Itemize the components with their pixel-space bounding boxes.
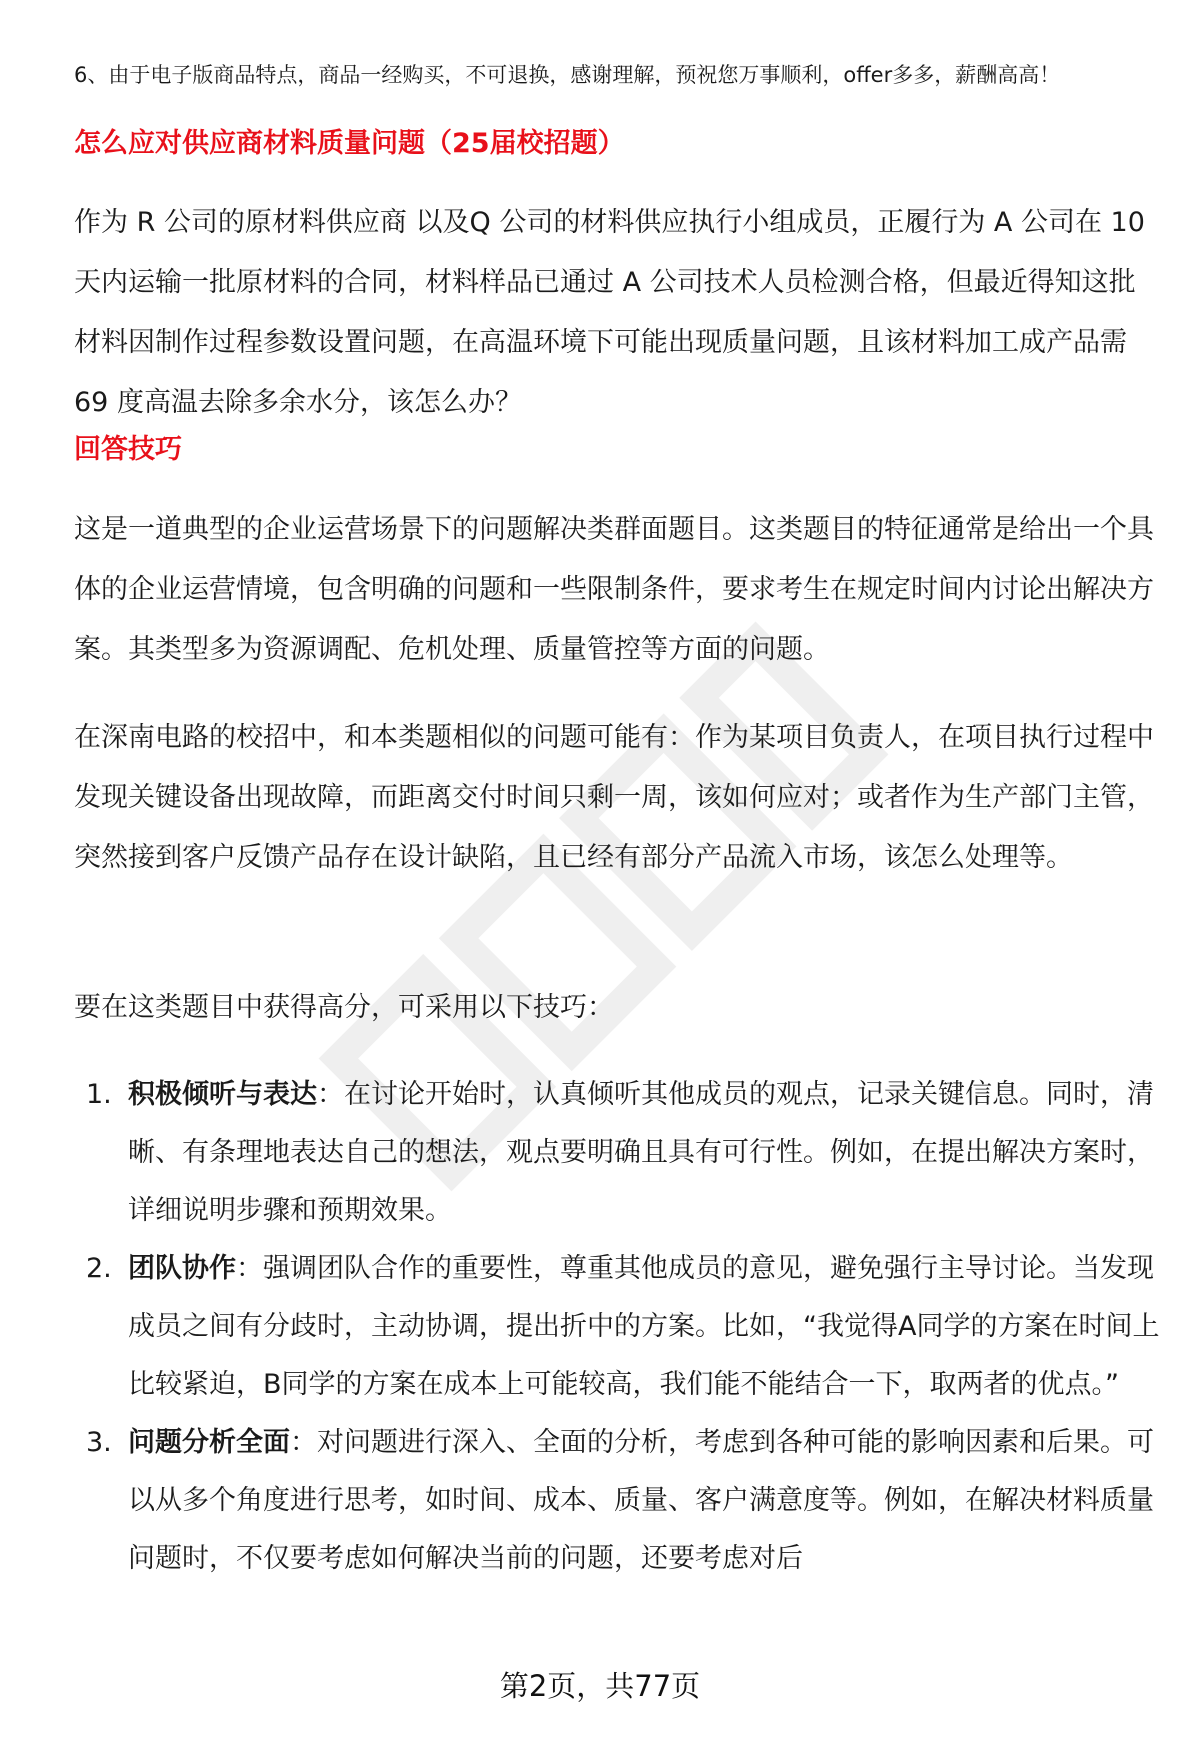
tip-heading: 积极倾听与表达 bbox=[128, 1079, 317, 1110]
tip-number: 3. bbox=[86, 1427, 112, 1458]
tip-text: ：强调团队合作的重要性，尊重其他成员的意见，避免强行主导讨论。当发现成员之间有分歧时，主动协调，提出折中的方案。比如，“我觉得A同学的方案在时间上比较紧迫，B同学的方案在成本上可能较高，我们能不能结合一下，取两者的优点。” bbox=[128, 1253, 1160, 1400]
answer-title: 回答技巧 bbox=[74, 434, 182, 465]
purchase-notice: 6、由于电子版商品特点，商品一经购买，不可退换，感谢理解，预祝您万事顺利，offer多多，薪酬高高！ bbox=[74, 63, 1061, 87]
tip-text: ：在讨论开始时，认真倾听其他成员的观点，记录关键信息。同时，清晰、有条理地表达自己的想法，观点要明确且具有可行性。例如，在提出解决方案时，详细说明步骤和预期效果。 bbox=[128, 1079, 1154, 1226]
answer-paragraph: 这是一道典型的企业运营场景下的问题解决类群面题目。这类题目的特征通常是给出一个具体的企业运营情境，包含明确的问题和一些限制条件，要求考生在规定时间内讨论出解决方案。其类型多为资源调配、危机处理、质量管控等方面的问题。 bbox=[74, 514, 1154, 665]
tips-list bbox=[74, 1066, 1164, 1588]
tip-item bbox=[74, 1066, 1164, 1240]
answer-paragraph: 要在这类题目中获得高分，可采用以下技巧： bbox=[74, 992, 614, 1023]
tip-item bbox=[74, 1414, 1164, 1588]
tip-heading: 团队协作 bbox=[128, 1253, 236, 1284]
question-title: 怎么应对供应商材料质量问题（25届校招题） bbox=[74, 128, 625, 159]
tip-heading: 问题分析全面 bbox=[128, 1427, 290, 1458]
question-body: 作为 R 公司的原材料供应商 以及Q 公司的材料供应执行小组成员，正履行为 A 公司在 10 天内运输一批原材料的合同，材料样品已通过 A 公司技术人员检测合格，但最近得知这批材料因制作过程参数设置问题，在高温环境下可能出现质量问题，且该材料加工成产品需 69 度高温去除多余水分，该怎么办？ bbox=[74, 207, 1145, 418]
page-footer: 第2页，共77页 bbox=[499, 1669, 701, 1703]
tip-text: ：对问题进行深入、全面的分析，考虑到各种可能的影响因素和后果。可以从多个角度进行思考，如时间、成本、质量、客户满意度等。例如，在解决材料质量问题时，不仅要考虑如何解决当前的问题，还要考虑对后 bbox=[128, 1427, 1154, 1574]
tip-number: 1. bbox=[86, 1079, 112, 1110]
tip-item bbox=[74, 1240, 1164, 1414]
tip-number: 2. bbox=[86, 1253, 112, 1284]
answer-paragraph: 在深南电路的校招中，和本类题相似的问题可能有：作为某项目负责人，在项目执行过程中发现关键设备出现故障，而距离交付时间只剩一周，该如何应对；或者作为生产部门主管，突然接到客户反馈产品存在设计缺陷，且已经有部分产品流入市场，该怎么处理等。 bbox=[74, 722, 1154, 873]
